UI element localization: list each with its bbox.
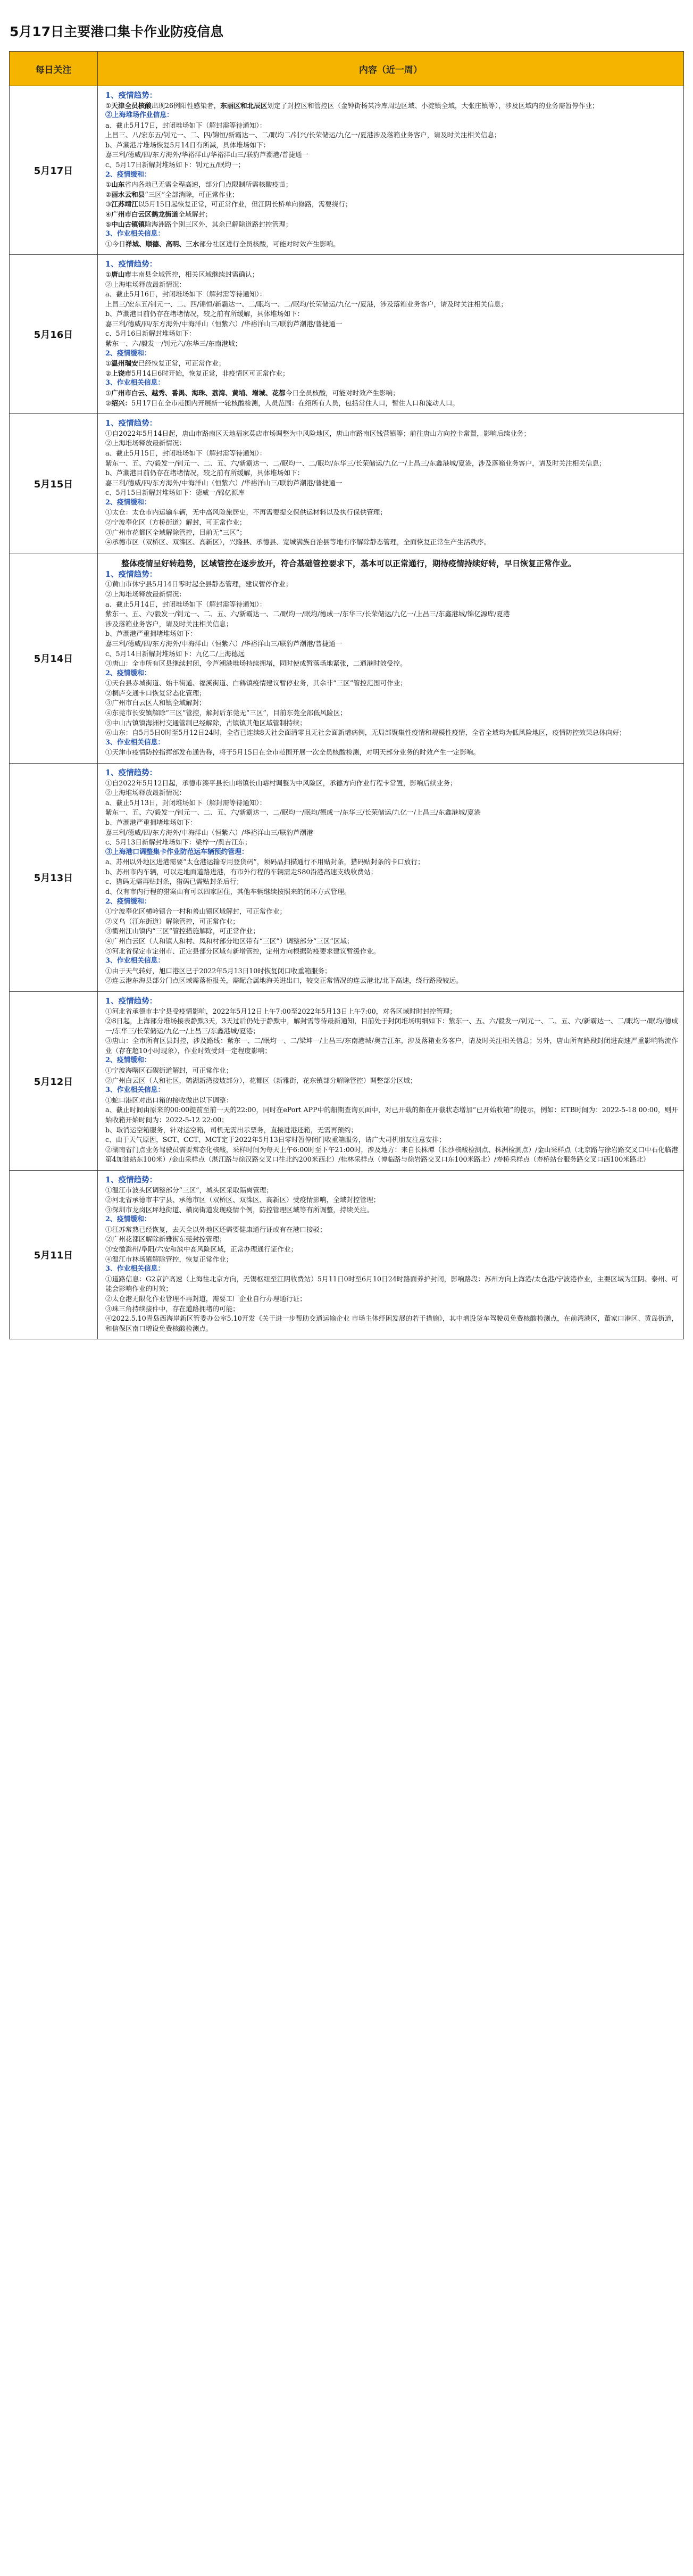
day-date: 5月17日 xyxy=(10,86,98,255)
highlight-text: 中山古镇镇 xyxy=(111,220,145,228)
section-heading: 3、作业相关信息： xyxy=(105,738,165,747)
section-heading: 3、作业相关信息： xyxy=(105,957,165,965)
text: 部分社区进行全员核酸，可能对时效产生影响。 xyxy=(199,239,340,248)
content-line: 嘉三利/德威/四/东方海外/中海洋山（恒紫六）/华裕洋山三/联豹芦潮港/普捷通一 xyxy=(105,639,343,648)
content-line: b、芦潮港片堆场恢复5月14日有所减，具体堆场如下： xyxy=(105,140,270,149)
text: 出现26例阳性感染者， xyxy=(151,101,221,110)
content-line: ②宁波奉化区（方桥街道）解封，可正常作业； xyxy=(105,518,246,527)
text: 已经恢复正常，可正常作业； xyxy=(138,359,226,368)
highlight-text: 绍兴： xyxy=(111,399,132,407)
content-line: ①天台县赤城街道、始丰街道、福溪街道、白鹤镇疫情建议暂停业务，其余非“三区”管控范围可作业； xyxy=(105,679,407,688)
content-line: ②上海堆场释放最新情况： xyxy=(105,280,186,288)
text: 5月17日在全市范围内开展新一轮核酸检测，人员范围：在绍所有人员，包括常住人口，暂住人口和流动人口。 xyxy=(131,399,460,407)
text: 省内各地已无需全程高速，部分门点限制所需核酸疫苗； xyxy=(124,180,293,189)
content-line: ④东莞市长安镇解除“三区”管控，解封后东莞无“三区”，目前东莞全部低风险区； xyxy=(105,709,347,717)
content-line: a、截止5月17日，封闭堆场如下（解封需等待通知）： xyxy=(105,121,266,129)
content-line xyxy=(105,270,678,280)
section-heading: 2、疫情缓和： xyxy=(105,349,151,358)
day-content xyxy=(98,86,684,255)
content-line: 上昌三、八/宏东五/钊元一、二、四/锦恒/新霸达一、二/眠均二/钊兴/长荣储运/九亿一/夏港涉及落箱业务客户，请及时关注相关信息； xyxy=(105,131,501,139)
content-line: 嘉三利/德威/四/东方海外/中海洋山（恒紫六）/华裕洋山三/联豹芦潮港/普捷通一 xyxy=(105,478,343,487)
table-header-row xyxy=(10,52,684,86)
highlight-text: 天津全员核酸 xyxy=(111,101,152,110)
content-line xyxy=(105,220,678,230)
table-row xyxy=(10,86,684,255)
text: ① xyxy=(105,101,112,110)
page-title: 5月17日主要港口集卡作业防疫信息 xyxy=(10,24,224,39)
text: 丰南县全域管控，相关区域继续封需确认； xyxy=(131,270,259,278)
table-row xyxy=(10,255,684,414)
content-line: b、苏州市内车辆，可以走地面道路进港，有市外行程的车辆需走S80沿港高速支线收费站； xyxy=(105,867,378,876)
table-row xyxy=(10,553,684,763)
epidemic-info-table xyxy=(9,51,684,1339)
highlight-text: 温州瑞安 xyxy=(111,359,138,368)
content-line: ②桐庐交通卡口恢复常态化管理； xyxy=(105,689,206,697)
text: 除海洲路个别三区外，其余已解除道路封控管理； xyxy=(145,220,293,228)
content-line: ③广州市白云区人和镇全域解封； xyxy=(105,699,206,707)
highlight-text: 上饶市 xyxy=(111,369,132,377)
content-line: ①河北省承德市丰宁县受疫情影响，2022年5月12日上午7:00至2022年5月13日上午7:00，对各区域时时封控管理； xyxy=(105,1007,456,1015)
content-line xyxy=(105,399,678,409)
content-line: ②太仓港无限化作业管理不再封道，需要工厂企业自行办理通行证； xyxy=(105,1295,306,1303)
section-heading: 3、作业相关信息： xyxy=(105,230,165,238)
content-line: ③深圳市龙岗区坪地街道、横岗街道发现疫情个例，防控管理区域等有所调整，持续关注。 xyxy=(105,1205,373,1214)
content-line: a、截止5月16日，封闭堆场如下（解封需等待通知）： xyxy=(105,290,266,299)
section-heading: 1、疫情趋势： xyxy=(105,260,157,269)
content-line: ①天津市疫情防控指挥部发布通告称，将于5月15日在全市范围开展一次全员核酸检测，对明天部分业务的时效产生一定影响。 xyxy=(105,748,480,757)
content-line: c、5月17日新解封堆场如下：钊元五/眠均一； xyxy=(105,161,245,169)
content-line: d、仅有市内行程的猎案由有可以四家居住，其他车辆继续按照来的闭环方式管理。 xyxy=(105,888,351,896)
content-line: ③唐山：全市所有区县继续封闭，令芦潮港堆场持续拥堵，同时使成暂落场地紧张，二通港时效受控。 xyxy=(105,659,407,668)
content-line: ①太仓：太仓市内运输车辆，无中高风险旅居史，不再需要提交保供运材料以及执行保供管理； xyxy=(105,508,387,517)
content-line: 嘉三利/德威/四/东方海外/中海洋山（恒紫六）/华裕洋山三/联豹芦潮港/普捷通一 xyxy=(105,319,343,328)
content-line xyxy=(105,180,678,190)
text: ① xyxy=(105,180,112,189)
section-heading: ②上海堆场作业信息： xyxy=(105,111,173,120)
content-line: c、5月15日新解封堆场如下：德威一/锦亿源库 xyxy=(105,488,245,497)
table-row xyxy=(10,992,684,1171)
content-line: ④广州白云区（人和镇人和村、凤和村部分地区带有“三区”）调整部分“三区”区域； xyxy=(105,937,354,946)
header-date: 每日关注 xyxy=(10,52,98,86)
text: ② xyxy=(105,369,112,377)
content-line: ①蛇口港区对出口箱的接收做出以下调整： xyxy=(105,1096,233,1104)
content-line: ②上海堆场释放最新情况： xyxy=(105,439,186,448)
day-date: 5月16日 xyxy=(10,255,98,414)
highlight-text: 东丽区和北辰区 xyxy=(220,101,268,110)
text: ⑤ xyxy=(105,220,112,228)
section-heading: 2、疫情缓和： xyxy=(105,1056,151,1065)
day-content xyxy=(98,992,684,1171)
content-line xyxy=(105,101,678,111)
content-line xyxy=(105,200,678,210)
content-line: c、5月16日新解封堆场如下： xyxy=(105,329,196,338)
text: ① xyxy=(105,359,112,368)
content-line: ①由于天气转好，旭口港区已于2022年5月13日10时恢复闭口收重箱服务； xyxy=(105,966,331,975)
content-line xyxy=(105,210,678,220)
text: ① xyxy=(105,270,112,278)
content-line xyxy=(105,369,678,379)
content-line: 紫东一、五、六/毅发一/钊元一、二、五、六/新霸达一、二/眠均一、二/眠均/东华三/长荣储运/九亿一/上昌三/东鑫港城/夏港，涉及落箱业务客户，请及时关注相关信息； xyxy=(105,459,606,467)
table-row xyxy=(10,414,684,553)
highlight-text: 祥城、顺德、高明、三水 xyxy=(125,239,199,248)
content-line: ②湖南省门点业务驾驶员需要常态化核酸，采样时间为每天上午6:00时至下午21:00时，涉及地方：来自长株潭（长沙核酸检测点、株洲检测点）/金山采样点（北京路与徐岩路交叉口中石化临港第4加油站东100米）/金山采样点（湛江路与徐汉路交叉口往北约200米西北）/桂林采样点（博临路与徐岩路交叉口东100米路北）/寿桥采样点（寿桥站台服务路交叉口西100米路北） xyxy=(105,1145,678,1164)
content-line xyxy=(105,239,678,250)
content-line: a、截止5月15日，封闭堆场如下（解封需等待通知）： xyxy=(105,449,266,457)
text: ①今日 xyxy=(105,239,126,248)
day-content xyxy=(98,553,684,763)
content-line: ①自2022年5月12日起，承德市滦平县长山峪镇长山峪村调整为中风险区，承德方向作业行程卡常置，影响后续业务； xyxy=(105,778,457,787)
content-line: ①黄山市休宁县5月14日零时起全县静态管理，建议暂停作业； xyxy=(105,580,293,589)
header-content: 内容（近一周） xyxy=(98,52,684,86)
content-line: b、芦潮港严重拥堵堆场如下： xyxy=(105,818,197,826)
content-line: a、截止5月13日，封闭堆场如下（解封需等待通知）： xyxy=(105,798,266,807)
content-line: ①宁波奉化区横岭镇合一村和善山镇区域解封，可正常作业； xyxy=(105,907,287,916)
table-row xyxy=(10,1171,684,1339)
summary-note: 整体疫情呈好转趋势，区域管控在逐步放开，符合基础管控要求下，基本可以正常通行，期待疫情持续好转，早日恢复正常作业。 xyxy=(121,558,577,568)
section-heading: 3、作业相关信息： xyxy=(105,1086,165,1095)
table-body xyxy=(10,86,684,1339)
content-line: 嘉三利/德威/四/东方海外/华裕洋山/华裕洋山三/联豹芦潮港/普捷通一 xyxy=(105,151,309,159)
content-line: a、截止时间由原来的00:00提前至前一天的22:00，同时在ePort APP中的船期查询页面中，对已开载的船在开截状态增加“已开始收箱”的提示，例如：ETB时间为：2022-5-18 00:00，则开始收箱开始时间为：2022-5-12 22:00； xyxy=(105,1106,678,1124)
highlight-text: 江苏靖江 xyxy=(111,200,138,209)
content-line: 紫东一、五、六/毅发一/钊元一、二、五、六/新霸达一、二/眠均一/眠均/德成一/东华三/长荣储运/九亿一/上昌三/东鑫港城/夏港 xyxy=(105,808,481,817)
text: ② xyxy=(105,399,112,407)
text: 5月14日6时开始，恢复正常，非疫情区可正常作业； xyxy=(131,369,289,377)
content-line: ③唐山：全市所有区县封控，涉及路线：紫东一、二/眠均一、二/梁坤一/上昌三/东南港城/奥吉江东，涉及落箱业务客户，请及时关注相关信息；另外，唐山所有路段封闭进高速严重影响物流作业（存在超10小时现象），作业时效受到一定程度影响； xyxy=(105,1037,678,1055)
content-line: ②上海堆场释放最新情况： xyxy=(105,590,186,598)
day-content xyxy=(98,255,684,414)
day-date: 5月11日 xyxy=(10,1171,98,1339)
day-date: 5月12日 xyxy=(10,992,98,1171)
content-line: c、由于天气原因，SCT、CCT、MCT定于2022年5月13日零时暂停闭门收重箱服务，请广大司机朋友注意安排； xyxy=(105,1136,446,1144)
content-line: ②广州花都区解除新雅街东莞封控管理； xyxy=(105,1235,226,1244)
day-content xyxy=(98,414,684,553)
content-line: c、5月14日新解封堆场如下：九亿二/上海德远 xyxy=(105,649,245,658)
highlight-text: 广州市白云、越秀、番禺、海珠、荔湾、黄埔、增城、花都 xyxy=(111,389,286,397)
content-line: ④温江市林场镇解除管控，恢复正常作业； xyxy=(105,1255,233,1263)
content-line: ①自2022年5月14日起，唐山市路南区天地福家莫店市场调整为中风险地区，唐山市路南区钱营镇等；前往唐山方向控卡常置，影响后续业务； xyxy=(105,429,531,437)
content-line: ②河北省承德市丰宁县、承德市区（双桥区、双滦区、高新区）受疫情影响，全域封控管理； xyxy=(105,1196,380,1204)
content-line: ④2022.5.10青岛西海岸新区管委办公室5.10开发《关于进一步帮助交通运输企业 市场主体纾困发展的若干措施》，其中增设货车驾驶员免费核酸检测点，在前湾港区，董家口港区、黄岛街道，和信保区南口增设免费核酸检测点。 xyxy=(105,1314,678,1332)
section-heading: 1、疫情趋势： xyxy=(105,91,157,100)
text: ③ xyxy=(105,200,112,209)
content-line: b、取消运空箱服务，针对运空箱，司机无需出示票务，直接进港还箱，无需再预约； xyxy=(105,1125,358,1134)
content-line: ②连云港东海县部分门点区域需落柜报关，需配合属地海关进出口，较交正常情况的连云港北/北下高速，绕行路段较远。 xyxy=(105,976,463,985)
text: 以5月15日起恢复正常，可正常作业，但江阴长桥单向修路，需要绕行； xyxy=(138,200,352,209)
day-content xyxy=(98,764,684,992)
text: 今日全员核酸，可能对时效产生影响； xyxy=(285,389,399,397)
content-line: ①温江市波头区调整部分“三区”，城头区采取隔离管理； xyxy=(105,1186,273,1194)
day-date: 5月15日 xyxy=(10,414,98,553)
section-heading: 1、疫情趋势： xyxy=(105,419,157,428)
content-line: ⑥山东：自5月5日0时至5月12日24时，全省已连续8天社会面清零且无社会面新增病例，无局部聚集性疫情和规模性疫情，全省全域均为低风险地区，疫情防控效果总体向好； xyxy=(105,728,626,737)
content-line: ②上海堆场释放最新情况： xyxy=(105,789,186,797)
day-content xyxy=(98,1171,684,1339)
content-line: ⑤中山古镇镇海洲村交通管制已经解除，古镇镇其他区域管制持续； xyxy=(105,718,306,727)
highlight-text: 广州市白云区鹤龙街道 xyxy=(111,210,179,219)
content-line: b、芦潮港目前仍存在堵堵情况，较之前有所缓解，具体堆场如下： xyxy=(105,310,304,318)
section-heading: 2、疫情缓和： xyxy=(105,498,151,507)
day-date: 5月13日 xyxy=(10,764,98,992)
content-line: 上昌三/宏东五/钊元一、二、四/锦恒/新霸达一、二/眠均一、二/眠均/长荣储运/九亿一/夏港，涉及落箱业务客户，请及时关注相关信息； xyxy=(105,300,508,308)
content-line: ⑤河北省保定市定州市、正定县部分区域有新增管控，定州方向根据防疫要求建议暂缓作业。 xyxy=(105,947,380,955)
content-line: b、芦潮港严重拥堵堆场如下： xyxy=(105,629,197,638)
text: 全域解封； xyxy=(178,210,212,219)
text: 划定了封控区和管控区（金钟街杨某冷库周边区域、小淀镇全域，大张庄镇等），涉及区域内的业务需暂停作业； xyxy=(267,101,599,110)
content-line: ③衢州江山镇内“三区”管控措施解除，可正常作业； xyxy=(105,927,260,935)
section-heading: 1、疫情趋势： xyxy=(105,997,157,1006)
content-line: ①江苏常熟已经恢复，去天全以外地区还需要健康通行证或有在港口接驳； xyxy=(105,1225,327,1233)
content-line: 嘉三利/德威/四/东方海外/中海洋山（恒紫六）/华裕洋山三/联豹芦潮港 xyxy=(105,828,313,836)
content-line: 涉及落箱业务客户，请及时关注相关信息； xyxy=(105,619,233,628)
content-line xyxy=(105,388,678,399)
content-line xyxy=(105,190,678,200)
text: ① xyxy=(105,389,112,397)
section-heading: 3、作业相关信息： xyxy=(105,1265,165,1273)
content-line: ③广州市花都区全域解除管控，目前无“三区”； xyxy=(105,528,246,536)
content-line: b、芦潮港目前仍存在堵堵情况，较之前有所缓解，具体堆场如下： xyxy=(105,469,304,477)
content-line: a、截止5月14日，封闭堆场如下（解封需等待通知）： xyxy=(105,600,266,608)
content-line: c、5月13日新解封堆场如下：梁梓一/奥吉江东； xyxy=(105,838,252,847)
section-heading: 2、疫情缓和： xyxy=(105,170,151,179)
text: ④ xyxy=(105,210,112,219)
table-row xyxy=(10,764,684,992)
content-line: ③珠三角持续接件中，存在道路拥堵的可能； xyxy=(105,1304,239,1313)
highlight-text: 山东 xyxy=(111,180,125,189)
section-heading: ③上海港口调整集卡作业防范运车辆预约管理： xyxy=(105,848,248,856)
highlight-text: 丽水云和县 xyxy=(111,190,145,198)
content-line: ②义乌（江东街道）解除管控，可正常作业； xyxy=(105,917,239,925)
content-line: 紫东一、五、六/毅发一/钊元一、二、五、六/新霸达一、二/眠均一/眠均/德成一/东华三/长荣储运/九亿一/上昌三/东鑫港城/锦亿源库/夏港 xyxy=(105,610,510,618)
section-heading: 2、疫情缓和： xyxy=(105,1215,151,1224)
content-line: a、苏州以外地区进港需要“太仓港运输专用登货码”，须码品扫描通行不用贴封条，猎码贴封条的卡口放行； xyxy=(105,858,424,866)
text: “三区”全部消除，可正常作业； xyxy=(145,190,239,198)
content-line: ②广州白云区（人和社区，鹤湖新湾接坡部分），花都区（新雅街，花东镇部分解除管控）调整部分区域； xyxy=(105,1076,417,1084)
content-line: ①宁波海曙区石碶街道解封，可正常作业； xyxy=(105,1066,233,1075)
text: ② xyxy=(105,190,112,198)
section-heading: 2、疫情缓和： xyxy=(105,897,151,906)
section-heading: 1、疫情趋势： xyxy=(105,768,157,778)
content-line: c、猎码无需再贴封条，猎码已需贴封条后行； xyxy=(105,877,243,886)
content-line xyxy=(105,359,678,369)
content-line: ③安徽滁州/阜阳/六安和滨中高风险区域，正常办理通行证作业； xyxy=(105,1245,298,1254)
content-line: 紫东一、六/毅发一/钊元六/东华三/东南港城； xyxy=(105,339,242,348)
day-date: 5月14日 xyxy=(10,553,98,763)
content-line: ④承德市区（双桥区、双滦区、高新区），兴隆县、承德县、宽城满族自治县等地有序解除静态管理，全面恢复正常生产生活秩序。 xyxy=(105,538,491,546)
section-heading: 1、疫情趋势： xyxy=(105,1175,157,1185)
section-heading: 1、疫情趋势： xyxy=(105,569,157,579)
content-line: ①道路信息：G2京沪高速（上海往北京方向，无锡枢纽至江阴收费站）5月11日0时至6月10日24时路面养护封闭，影响路段：苏州方向上海港/太仓港/宁波港作业，主要区域为江阴、泰州、可能会影响作业的时效； xyxy=(105,1274,678,1293)
content-line: ②8日起，上海部分堆场接表静默3天，3天过后仍处于静默中，解封需等待最新通知，目前处于封闭堆场明细如下：紫东一、五、六/毅发一/钊元一、二、五、六/新霸达一、二/眠均一/眠均/德成一/东华三/长荣储运/九亿一/上昌三/东鑫港城/夏港； xyxy=(105,1017,678,1035)
section-heading: 2、疫情缓和： xyxy=(105,669,151,677)
highlight-text: 唐山市 xyxy=(111,270,132,278)
section-heading: 3、作业相关信息： xyxy=(105,379,165,387)
